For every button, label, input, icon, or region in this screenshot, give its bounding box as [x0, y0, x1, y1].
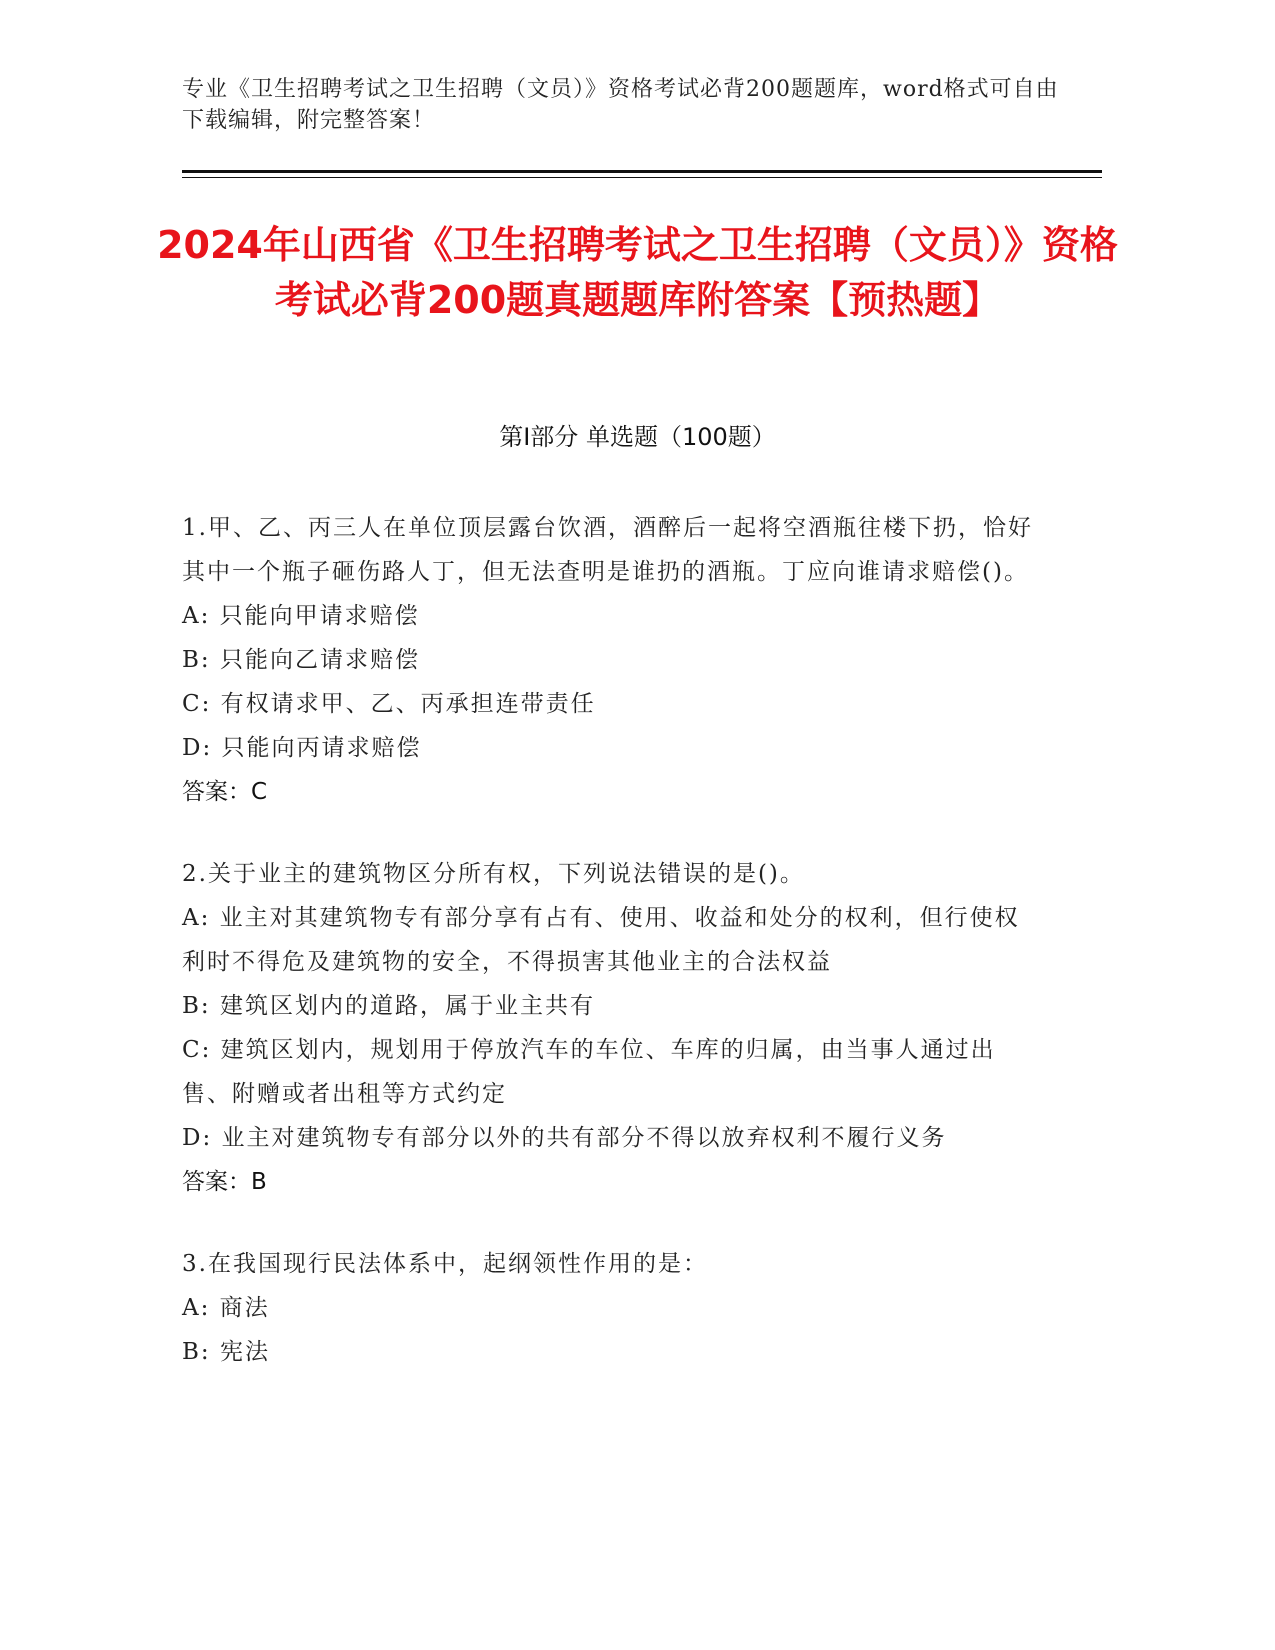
- question-option: C: 建筑区划内，规划用于停放汽车的车位、车库的归属，由当事人通过出售、附赠或者出租等方式约定: [182, 1037, 996, 1107]
- question-option: C: 有权请求甲、乙、丙承担连带责任: [182, 691, 596, 717]
- header-divider-thin: [182, 177, 1102, 178]
- question-option: B: 建筑区划内的道路，属于业主共有: [182, 993, 595, 1019]
- section-heading: 第I部分 单选题（100题）: [499, 423, 776, 451]
- question-stem: 1.甲、乙、丙三人在单位顶层露台饮酒，酒醉后一起将空酒瓶往楼下扔，恰好其中一个瓶子砸伤路人丁，但无法查明是谁扔的酒瓶。丁应向谁请求赔偿()。: [182, 515, 1033, 585]
- question-option: D: 只能向丙请求赔偿: [182, 735, 422, 761]
- question-option: B: 宪法: [182, 1339, 270, 1365]
- document-title: 2024年山西省《卫生招聘考试之卫生招聘（文员）》资格考试必背200题真题题库附答案【预热题】: [157, 223, 1118, 322]
- question-option: A: 商法: [182, 1295, 270, 1321]
- question-option: A: 业主对其建筑物专有部分享有占有、使用、收益和处分的权利，但行使权利时不得危及建筑物的安全，不得损害其他业主的合法权益: [182, 905, 1020, 975]
- question-stem: 2.关于业主的建筑物区分所有权，下列说法错误的是()。: [182, 861, 805, 887]
- question-answer: 答案：B: [182, 1169, 267, 1195]
- question-2: [182, 852, 1042, 1204]
- question-option: D: 业主对建筑物专有部分以外的共有部分不得以放弃权利不履行义务: [182, 1125, 947, 1151]
- question-answer: 答案：C: [182, 779, 268, 805]
- question-3: [182, 1242, 1042, 1374]
- header-divider-thick: [182, 170, 1102, 173]
- question-stem: 3.在我国现行民法体系中，起纲领性作用的是：: [182, 1251, 708, 1277]
- question-option: A: 只能向甲请求赔偿: [182, 603, 420, 629]
- header-note: 专业《卫生招聘考试之卫生招聘（文员）》资格考试必背200题题库，word格式可自由下载编辑，附完整答案！: [182, 77, 1059, 133]
- question-1: [182, 506, 1042, 814]
- question-list: [182, 506, 1042, 1412]
- question-option: B: 只能向乙请求赔偿: [182, 647, 420, 673]
